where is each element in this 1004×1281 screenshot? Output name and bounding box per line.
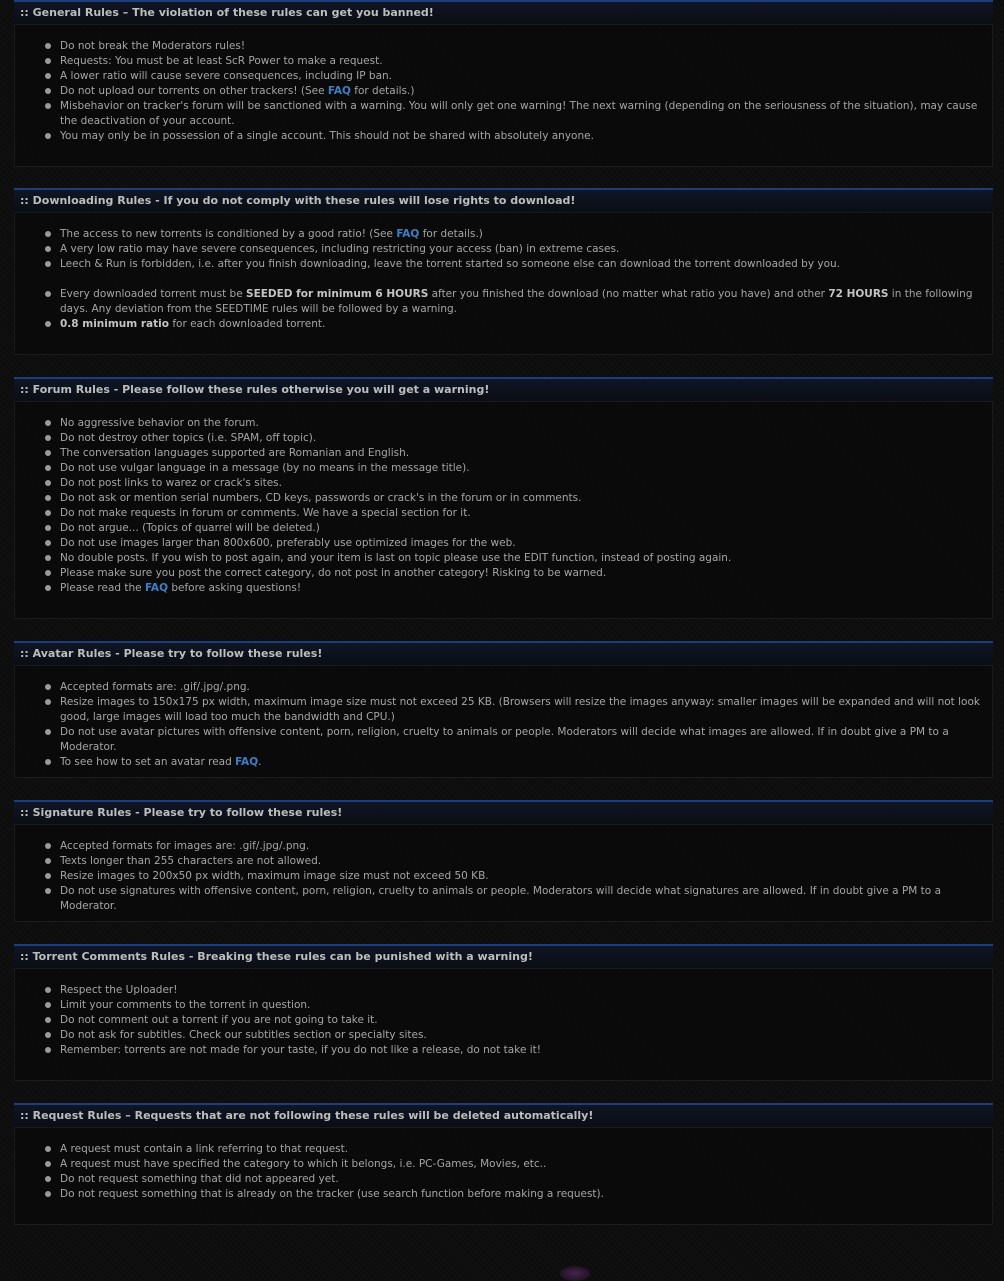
list-item [45, 287, 986, 317]
avatar-rules-section [14, 641, 993, 778]
list-item: A very low ratio may have severe consequences, including restricting your access (ban) in extreme cases. [45, 242, 986, 257]
general-rules-section [14, 0, 993, 167]
extra-hours-emphasis: 72 HOURS [828, 288, 889, 300]
comments-rules-body [14, 969, 993, 1081]
list-item: The conversation languages supported are Romanian and English. [45, 446, 986, 461]
list-item: Do not use vulgar language in a message (by no means in the message title). [45, 461, 986, 476]
comments-rules-list [45, 983, 986, 1058]
list-item-text: Do not upload our torrents on other trackers! (See [60, 85, 328, 97]
downloading-rules-body [14, 213, 993, 355]
list-item: Do not argue... (Topics of quarrel will be deleted.) [45, 521, 986, 536]
request-rules-header: :: Request Rules – Requests that are not following these rules will be deleted automatically! [14, 1103, 993, 1128]
list-item: A request must contain a link referring to that request. [45, 1142, 986, 1157]
signature-rules-body [14, 825, 993, 922]
list-item: Requests: You must be at least ScR Power to make a request. [45, 54, 986, 69]
list-item: Limit your comments to the torrent in question. [45, 998, 986, 1013]
list-spacer [45, 272, 986, 287]
downloading-rules-section [14, 188, 993, 355]
downloading-rules-list [45, 227, 986, 332]
list-item-text: in the following days. Any deviation from the SEEDTIME rules will be followed by a warning. [60, 288, 973, 315]
list-item: Accepted formats for images are: .gif/.jpg/.png. [45, 839, 986, 854]
list-item: Do not request something that is already on the tracker (use search function before making a request). [45, 1187, 986, 1202]
list-item: Do not post links to warez or crack's sites. [45, 476, 986, 491]
request-rules-section [14, 1103, 993, 1225]
signature-rules-list [45, 839, 986, 914]
list-item: Do not ask for subtitles. Check our subtitles section or specialty sites. [45, 1028, 986, 1043]
list-item: A lower ratio will cause severe consequences, including IP ban. [45, 69, 986, 84]
list-item: Please make sure you post the correct category, do not post in another category! Risking to be warned. [45, 566, 986, 581]
forum-rules-body [14, 402, 993, 619]
faq-link[interactable]: FAQ [327, 85, 351, 97]
general-rules-body [14, 25, 993, 167]
list-item-text: Please read the [60, 582, 145, 594]
general-rules-list [45, 39, 986, 144]
min-ratio-emphasis: 0.8 minimum ratio [60, 318, 169, 330]
request-rules-list [45, 1142, 986, 1202]
comments-rules-section [14, 944, 993, 1081]
list-item: Do not use avatar pictures with offensive content, porn, religion, cruelty to animals or people. Moderators will decide what images are allowed. If in doubt give a PM to a Moderator. [45, 725, 986, 755]
signature-rules-section [14, 800, 993, 922]
comments-rules-header: :: Torrent Comments Rules - Breaking these rules can be punished with a warning! [14, 944, 993, 969]
forum-rules-list [45, 416, 986, 596]
list-item-text: before asking questions! [168, 582, 302, 594]
list-item [45, 227, 986, 242]
list-item: No aggressive behavior on the forum. [45, 416, 986, 431]
list-item-text: for details.) [419, 228, 483, 240]
avatar-rules-body [14, 666, 993, 778]
list-item: Resize images to 150x175 px width, maximum image size must not exceed 25 KB. (Browsers will resize the images anyway: smaller images will be expanded and will not look good, large images will load too much the bandwidth and CPU.) [45, 695, 986, 725]
list-item: Do not break the Moderators rules! [45, 39, 986, 54]
list-item-text: after you finished the download (no matter what ratio you have) and other [428, 288, 829, 300]
list-item: Accepted formats are: .gif/.jpg/.png. [45, 680, 986, 695]
list-item: Respect the Uploader! [45, 983, 986, 998]
list-item: Do not comment out a torrent if you are not going to take it. [45, 1013, 986, 1028]
list-item: You may only be in possession of a single account. This should not be shared with absolutely anyone. [45, 129, 986, 144]
list-item-text: To see how to set an avatar read [60, 756, 236, 768]
list-item: Do not request something that did not appeared yet. [45, 1172, 986, 1187]
request-rules-body [14, 1128, 993, 1225]
list-item: Do not make requests in forum or comments. We have a special section for it. [45, 506, 986, 521]
signature-rules-header: :: Signature Rules - Please try to follow these rules! [14, 800, 993, 825]
faq-link[interactable]: FAQ [144, 582, 168, 594]
list-item: Remember: torrents are not made for your taste, if you do not like a release, do not take it! [45, 1043, 986, 1058]
list-item [45, 84, 986, 99]
faq-link[interactable]: FAQ [235, 756, 259, 768]
footer-decoration [560, 1266, 590, 1281]
list-item-text: Every downloaded torrent must be [60, 288, 247, 300]
avatar-rules-list [45, 680, 986, 770]
list-item: Do not use signatures with offensive content, porn, religion, cruelty to animals or people. Moderators will decide what signatures are allowed. If in doubt give a PM to a Moderator. [45, 884, 986, 914]
list-item: No double posts. If you wish to post again, and your item is last on topic please use the EDIT function, instead of posting again. [45, 551, 986, 566]
list-item: A request must have specified the category to which it belongs, i.e. PC-Games, Movies, etc.. [45, 1157, 986, 1172]
list-item: Resize images to 200x50 px width, maximum image size must not exceed 50 KB. [45, 869, 986, 884]
list-item-text: The access to new torrents is conditioned by a good ratio! (See [60, 228, 397, 240]
list-item-text: for details.) [350, 85, 415, 97]
downloading-rules-header: :: Downloading Rules - If you do not comply with these rules will lose rights to download! [14, 188, 993, 213]
forum-rules-section [14, 377, 993, 619]
list-item: Do not ask or mention serial numbers, CD keys, passwords or crack's in the forum or in comments. [45, 491, 986, 506]
list-item: Do not use images larger than 800x600, preferably use optimized images for the web. [45, 536, 986, 551]
faq-link[interactable]: FAQ [396, 228, 420, 240]
general-rules-header: :: General Rules – The violation of these rules can get you banned! [14, 0, 993, 25]
list-item [45, 755, 986, 770]
avatar-rules-header: :: Avatar Rules - Please try to follow these rules! [14, 641, 993, 666]
list-item: Leech & Run is forbidden, i.e. after you finish downloading, leave the torrent started so someone else can download the torrent downloaded by you. [45, 257, 986, 272]
list-item: Texts longer than 255 characters are not allowed. [45, 854, 986, 869]
seed-time-emphasis: SEEDED for minimum 6 HOURS [246, 288, 429, 300]
list-item-text: . [258, 756, 262, 768]
forum-rules-header: :: Forum Rules - Please follow these rules otherwise you will get a warning! [14, 377, 993, 402]
list-item-text: for each downloaded torrent. [168, 318, 326, 330]
list-item: Misbehavior on tracker's forum will be sanctioned with a warning. You will only get one warning! The next warning (depending on the seriousness of the situation), may cause the deactivation of your account. [45, 99, 986, 129]
list-item [45, 581, 986, 596]
list-item [45, 317, 986, 332]
list-item: Do not destroy other topics (i.e. SPAM, off topic). [45, 431, 986, 446]
